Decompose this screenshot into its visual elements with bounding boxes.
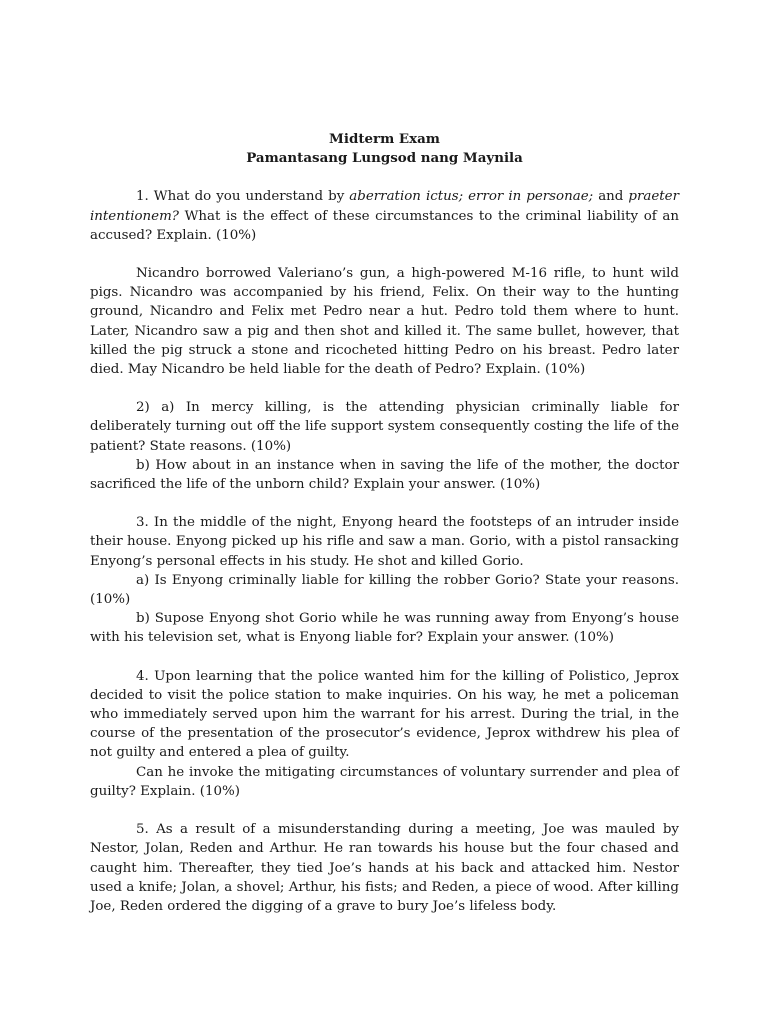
question-3a: a) Is Enyong criminally liable for killing the robber Gorio? State your reasons. (10%) — [90, 572, 679, 608]
question-1-rest: What is the effect of these circumstances to the criminal liability of an accused? Explain. (10%) — [90, 208, 679, 243]
question-2b: b) How about in an instance when in saving the life of the mother, the doctor sacrificed the life of the unborn child? Explain your answer. (10%) — [90, 457, 679, 493]
question-5: 5. As a result of a misunderstanding during a meeting, Joe was mauled by Nestor, Jolan, Reden and Arthur. He ran towards his house but the four chased and caught him. Thereafter, they tied Joe’s hands at his back and attacked him. Nestor used a knife; Jolan, a shovel; Arthur, his fists; and Reden, a piece of wood. After killing Joe, Reden ordered the digging of a grave to bury Joe’s lifeless body. — [90, 822, 679, 914]
spacer — [90, 245, 679, 264]
spacer — [90, 379, 679, 398]
question-1 — [90, 187, 679, 245]
spacer — [90, 801, 679, 820]
exam-document — [90, 130, 679, 916]
spacer — [90, 494, 679, 513]
question-1-and: and — [593, 189, 629, 205]
question-3: 3. In the middle of the night, Enyong heard the footsteps of an intruder inside their house. Enyong picked up his rifle and saw a man. Gorio, with a pistol ransacking Enyong’s personal effects in his study. He shot and killed Gorio. — [90, 515, 679, 569]
spacer — [90, 648, 679, 667]
question-4b: Can he invoke the mitigating circumstances of voluntary surrender and plea of guilty? Explain. (10%) — [90, 764, 679, 799]
question-1-term-1: aberration ictus; error in personae; — [349, 189, 594, 205]
question-4: 4. Upon learning that the police wanted him for the killing of Polistico, Jeprox decided to visit the police station to make inquiries. On his way, he met a policeman who immediately served upon him the warrant for his arrest. During the trial, in the course of the presentation of the prosecutor’s evidence, Jeprox withdrew his plea of not guilty and entered a plea of guilty. — [90, 668, 679, 761]
university-name: Pamantasang Lungsod nang Maynila — [246, 150, 523, 167]
question-2a: 2) a) In mercy killing, is the attending physician criminally liable for deliberately turning out off the life support system consequently costing the life of the patient? State reasons. (10%) — [90, 400, 679, 454]
question-1-lead: 1. What do you understand by — [136, 189, 350, 205]
question-1-scenario: Nicandro borrowed Valeriano’s gun, a high-powered M-16 rifle, to hunt wild pigs. Nicandro was accompanied by his friend, Felix. On their way to the hunting ground, Nicandro and Felix met Pedro near a hut. Pedro told them where to hunt. Later, Nicandro saw a pig and then shot and killed it. The same bullet, however, that killed the pig struck a stone and ricocheted hitting Pedro on his breast. Pedro later died. May Nicandro be held liable for the death of Pedro? Explain. (10%) — [90, 266, 679, 378]
question-3b: b) Supose Enyong shot Gorio while he was running away from Enyong’s house with his television set, what is Enyong liable for? Explain your answer. (10%) — [90, 611, 679, 646]
exam-title: Midterm Exam — [329, 131, 440, 147]
question-1-term-2: praeter intentionem? — [90, 189, 679, 224]
spacer — [90, 168, 679, 187]
